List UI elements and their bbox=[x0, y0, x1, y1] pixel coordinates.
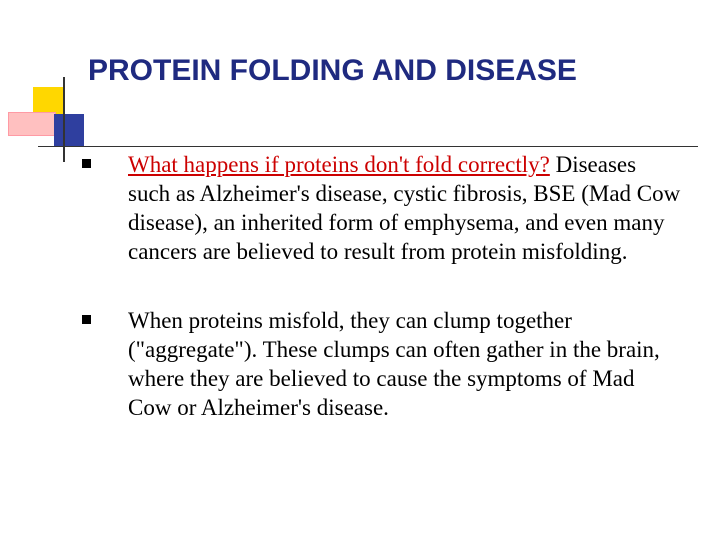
bullet-text bbox=[128, 308, 660, 420]
bullet-body: Diseases such as Alzheimer's disease, cystic fibrosis, BSE (Mad Cow disease), an inherited form of emphysema, and even many cancers are believed to result from protein misfolding. bbox=[128, 152, 681, 264]
bullet-item bbox=[82, 306, 682, 422]
bullet-item bbox=[82, 150, 682, 266]
decor-vertical-line bbox=[63, 77, 65, 162]
bullet-body: When proteins misfold, they can clump together ("aggregate"). These clumps can often gather in the brain, where they are believed to cause the symptoms of Mad Cow or Alzheimer's disease. bbox=[128, 308, 660, 420]
bullet-question-link[interactable]: What happens if proteins don't fold correctly? bbox=[128, 152, 550, 177]
decor-pink-square bbox=[8, 112, 56, 136]
decor-horizontal-line bbox=[38, 146, 698, 147]
bullet-square-icon bbox=[82, 159, 91, 168]
slide-title: PROTEIN FOLDING AND DISEASE bbox=[88, 54, 577, 87]
decor-blue-square bbox=[54, 114, 84, 146]
bullet-list bbox=[82, 150, 682, 422]
bullet-text bbox=[128, 152, 680, 264]
bullet-square-icon bbox=[82, 315, 91, 324]
